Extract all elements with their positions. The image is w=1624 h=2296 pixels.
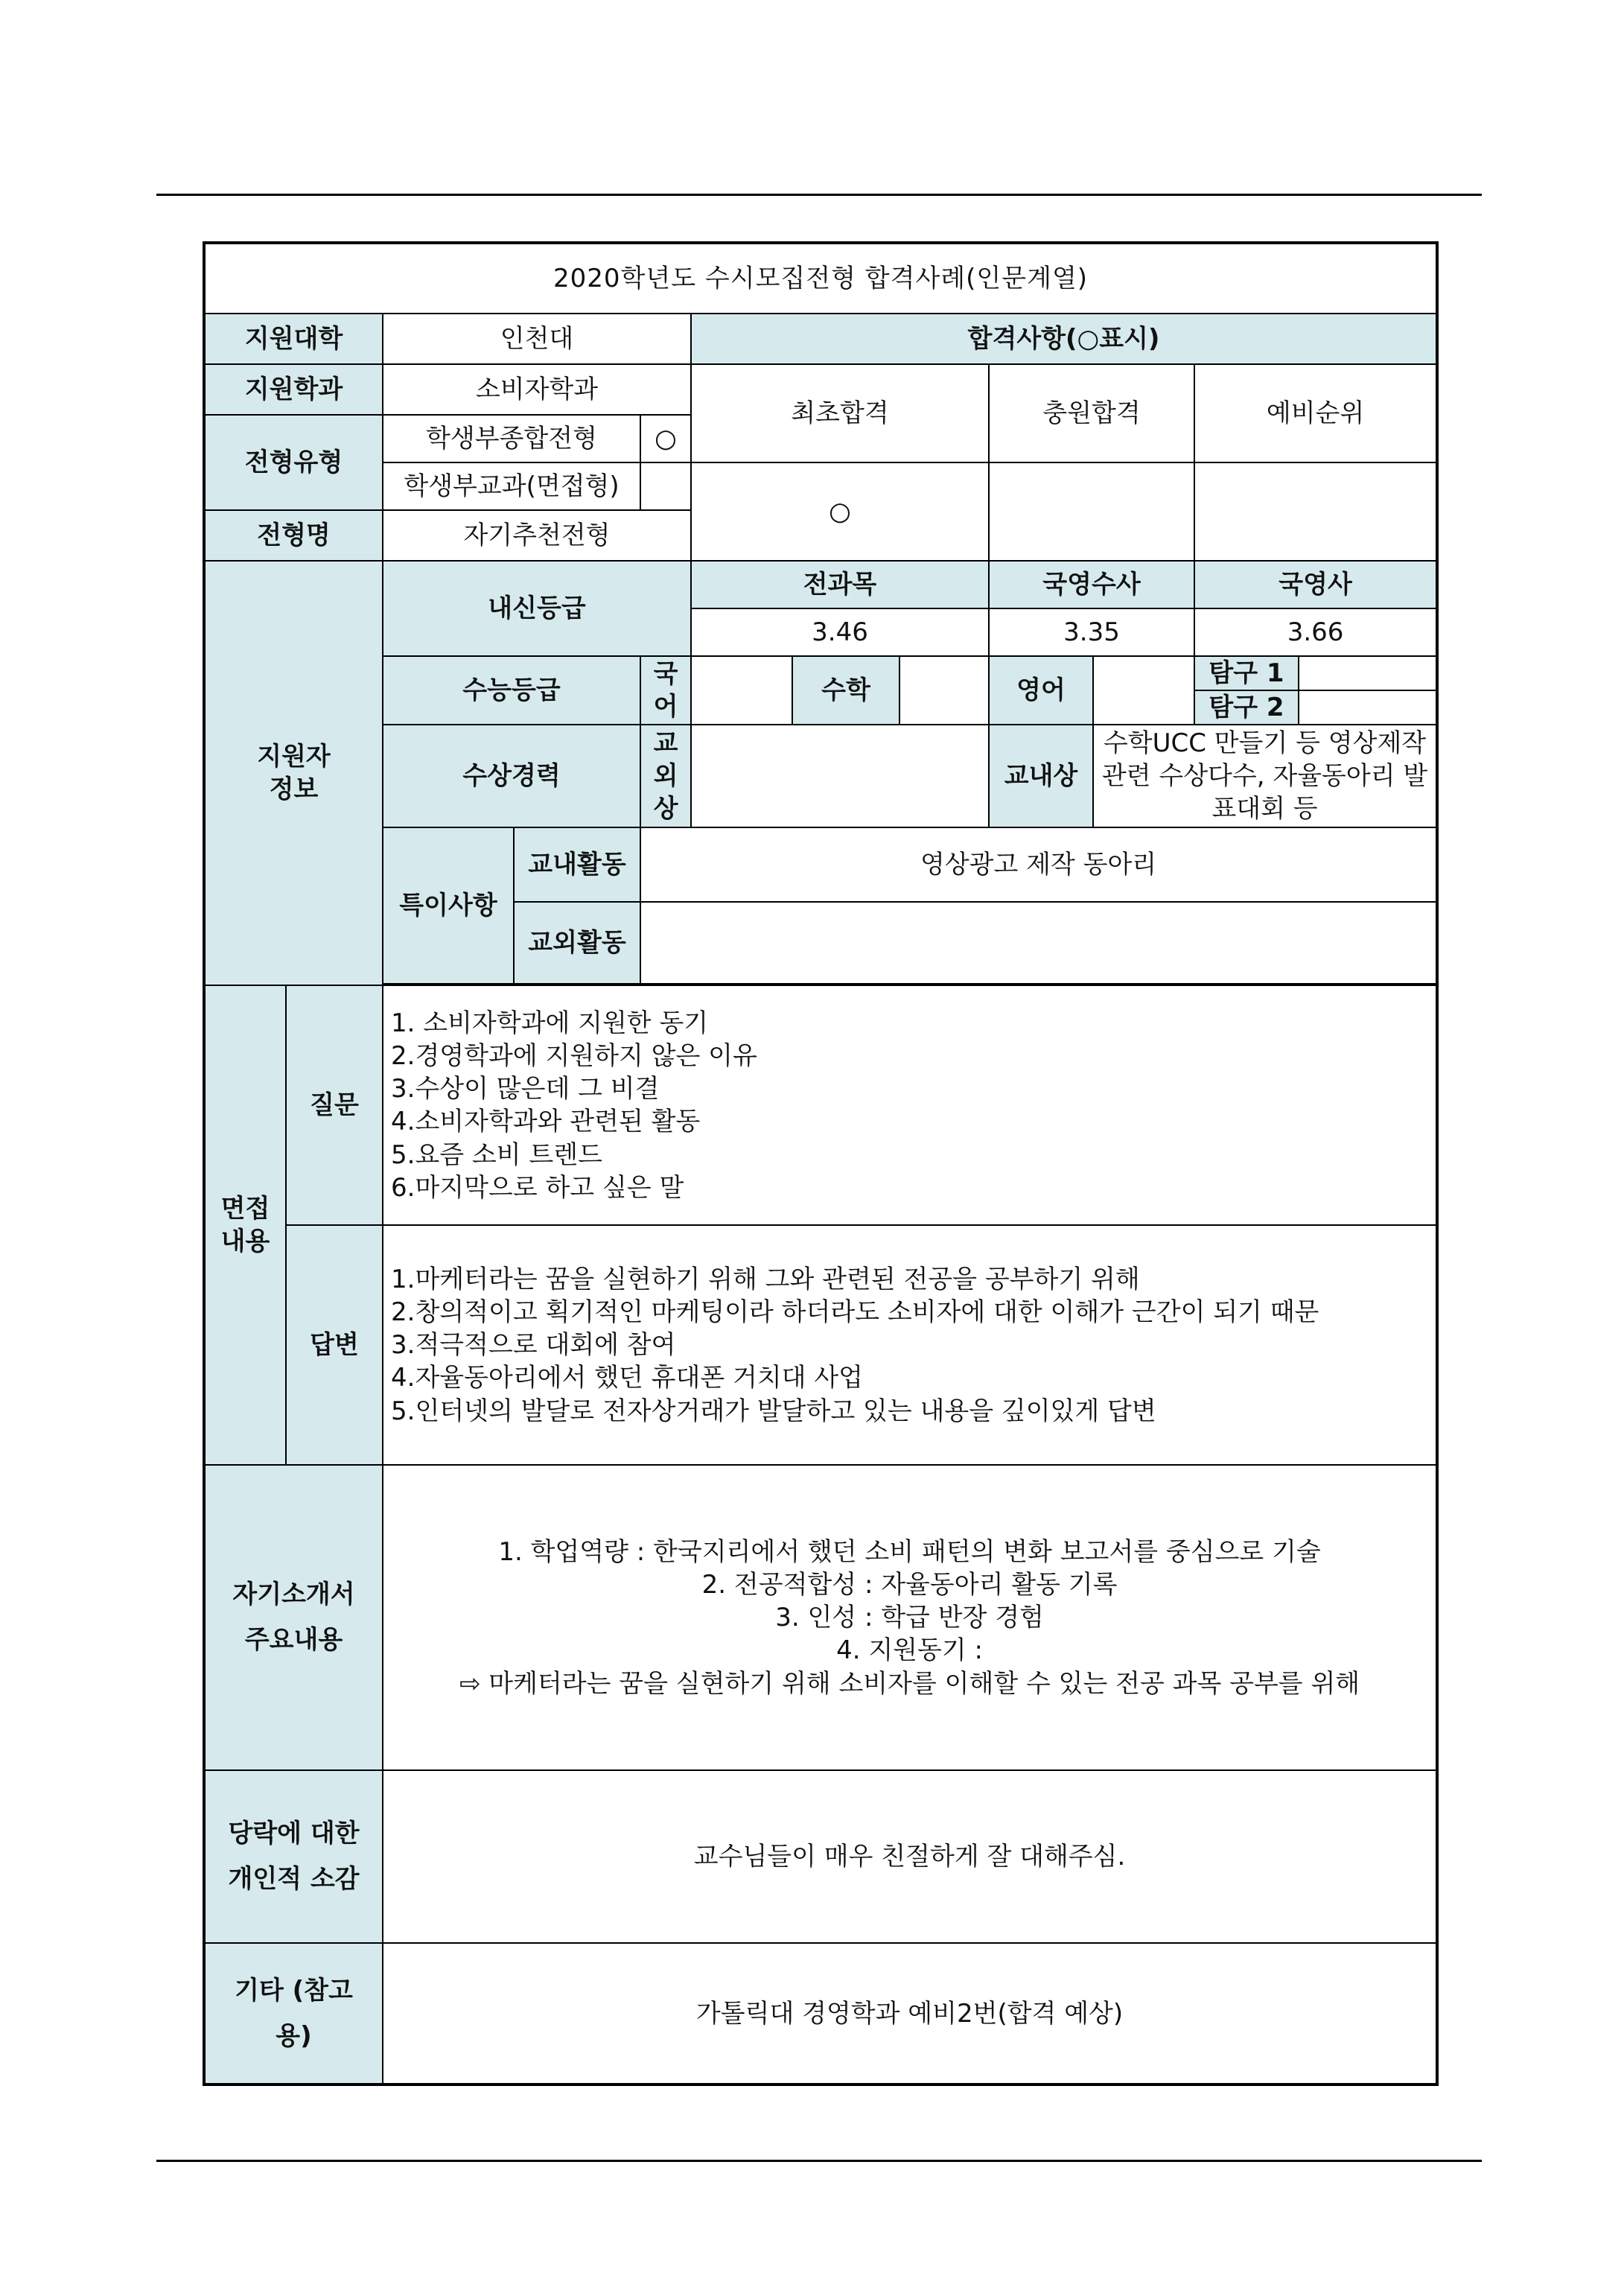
etc-value: 가톨릭대 경영학과 예비2번(합격 예상) [383,1943,1437,2084]
question-item: 1. 소비자학과에 지원한 동기 [391,1008,709,1038]
self-intro-item: 2. 전공적합성 : 자율동아리 활동 기록 [701,1570,1118,1600]
bottom-rule [156,2160,1482,2162]
math-value [899,656,989,725]
outside-activity-value [640,902,1437,984]
answer-label: 답변 [286,1225,383,1465]
top-rule [156,194,1482,196]
self-intro-label: 자기소개서 주요내용 [204,1465,383,1770]
self-intro-list [383,1465,1437,1770]
outside-award-label: 교외상 [640,725,691,827]
supp-pass-label: 충원합격 [989,364,1194,462]
self-intro-item: ⇨ 마케터라는 꿈을 실현하기 위해 소비자를 이해할 수 있는 전공 과목 공부를 위해 [459,1668,1360,1699]
kems-value: 3.35 [989,608,1194,656]
first-pass-label: 최초합격 [691,364,989,462]
question-item: 3.수상이 많은데 그 비결 [391,1074,660,1104]
awards-label: 수상경력 [383,725,640,827]
kems-label: 국영수사 [989,561,1194,608]
question-list [383,985,1437,1225]
applicant-label: 지원자 정보 [204,561,383,985]
type1-value: 학생부종합전형 [383,415,640,462]
answer-item: 5.인터넷의 발달로 전자상거래가 발달하고 있는 내용을 깊이있게 답변 [391,1396,1156,1426]
question-label: 질문 [286,985,383,1225]
suneung-label: 수능등급 [383,656,640,725]
inside-award-label: 교내상 [989,725,1093,827]
impression-value: 교수님들이 매우 친절하게 잘 대해주심. [383,1770,1437,1943]
self-intro-item: 4. 지원동기 : [836,1635,983,1666]
kes-label: 국영사 [1194,561,1437,608]
english-value [1093,656,1194,725]
page-title: 2020학년도 수시모집전형 합격사례(인문계열) [204,243,1437,314]
outside-award-value [691,725,989,827]
answer-item: 3.적극적으로 대회에 참여 [391,1330,676,1361]
answer-item: 2.창의적이고 획기적인 마케팅이라 하더라도 소비자에 대한 이해가 근간이 되기 때문 [391,1297,1319,1328]
self-intro-item: 1. 학업역량 : 한국지리에서 했던 소비 패턴의 변화 보고서를 중심으로 기술 [498,1536,1321,1567]
type-label: 전형유형 [204,415,383,510]
explore2-label: 탐구 2 [1194,690,1299,725]
math-label: 수학 [792,656,899,725]
name-label: 전형명 [204,510,383,561]
interview-label: 면접 내용 [204,985,286,1465]
all-subjects-label: 전과목 [691,561,989,608]
dept-value: 소비자학과 [383,364,691,415]
inside-activity-label: 교내활동 [514,827,640,902]
explore2-value [1299,690,1437,725]
result-label: 합격사항(○표시) [691,314,1437,364]
answer-list [383,1225,1437,1465]
waitlist-mark [1194,462,1437,561]
type2-value: 학생부교과(면접형) [383,462,640,510]
question-item: 4.소비자학과와 관련된 활동 [391,1107,701,1137]
name-value: 자기추천전형 [383,510,691,561]
question-item: 2.경영학과에 지원하지 않은 이유 [391,1041,757,1071]
question-item: 5.요즘 소비 트렌드 [391,1139,602,1170]
inside-award-value: 수학UCC 만들기 등 영상제작관련 수상다수, 자율동아리 발표대회 등 [1093,725,1437,827]
special-label: 특이사항 [383,827,514,984]
all-subjects-value: 3.46 [691,608,989,656]
waitlist-label: 예비순위 [1194,364,1437,462]
type2-mark [640,462,691,510]
question-item: 6.마지막으로 하고 싶은 말 [391,1172,684,1203]
univ-value: 인천대 [383,314,691,364]
english-label: 영어 [989,656,1093,725]
type1-mark: ○ [640,415,691,462]
impression-label: 당락에 대한 개인적 소감 [204,1770,383,1943]
inside-activity-value: 영상광고 제작 동아리 [640,827,1437,902]
admission-case-table [203,241,1439,2086]
etc-label: 기타 (참고용) [204,1943,383,2084]
supp-pass-mark [989,462,1194,561]
naesin-label: 내신등급 [383,561,691,656]
first-pass-mark: ○ [691,462,989,561]
explore1-label: 탐구 1 [1194,656,1299,690]
dept-label: 지원학과 [204,364,383,415]
answer-item: 1.마케터라는 꿈을 실현하기 위해 그와 관련된 전공을 공부하기 위해 [391,1264,1140,1294]
korean-value [691,656,792,725]
explore1-value [1299,656,1437,690]
self-intro-item: 3. 인성 : 학급 반장 경험 [775,1603,1044,1633]
kes-value: 3.66 [1194,608,1437,656]
korean-label: 국어 [640,656,691,725]
outside-activity-label: 교외활동 [514,902,640,984]
answer-item: 4.자율동아리에서 했던 휴대폰 거치대 사업 [391,1363,864,1393]
univ-label: 지원대학 [204,314,383,364]
